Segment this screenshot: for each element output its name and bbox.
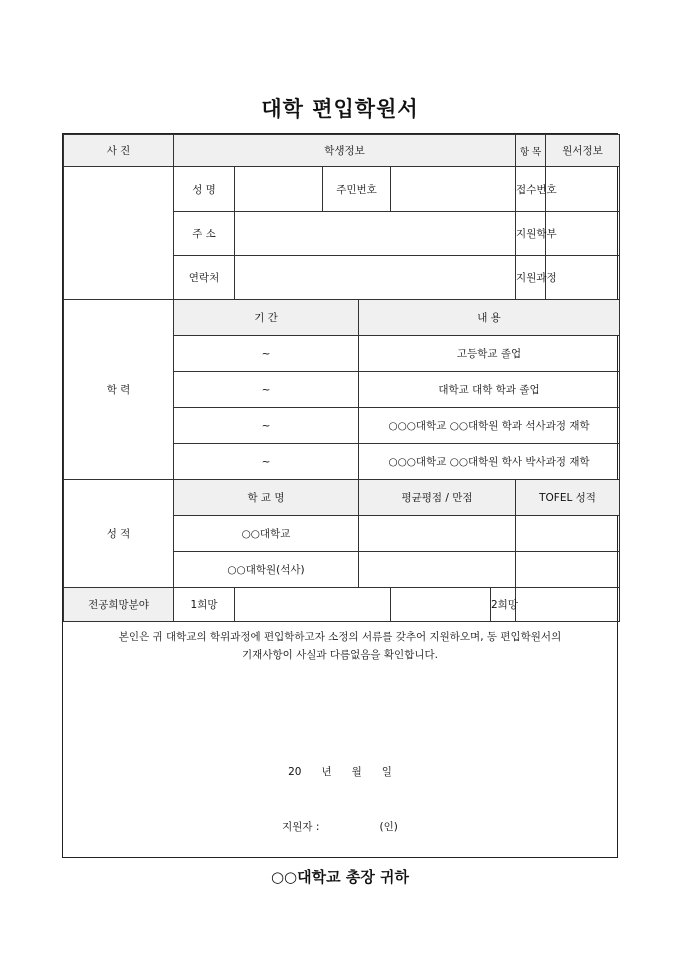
contact-field[interactable]	[235, 256, 516, 300]
education-period[interactable]: ~	[174, 444, 359, 480]
toefl-field[interactable]	[516, 552, 620, 588]
closing-section	[63, 664, 617, 894]
first-choice-field[interactable]	[235, 588, 391, 622]
form-table	[63, 134, 620, 622]
second-choice-label: 2희망	[491, 588, 516, 622]
gpa-header: 평균평점 / 만점	[359, 480, 516, 516]
major-label: 전공희망분야	[64, 588, 174, 622]
statement-line-2: 기재사항이 사실과 다름없음을 확인합니다.	[242, 649, 438, 661]
second-choice-field[interactable]	[516, 588, 620, 622]
statement-line-1: 본인은 귀 대학교의 학위과정에 편입학하고자 소정의 서류를 갖추어 지원하오며, 동 편입학원서의	[118, 631, 562, 643]
student-info-header: 학생정보	[174, 135, 516, 167]
date-line: 20 년 월 일	[288, 766, 392, 778]
toefl-field[interactable]	[516, 516, 620, 552]
toefl-header: TOFEL 성적	[516, 480, 620, 516]
education-content: ○○○대학교 ○○대학원 학사 박사과정 재학	[359, 444, 620, 480]
applicant-line: 지원자 : (인)	[282, 821, 398, 833]
item-header: 항 목	[516, 135, 546, 167]
second-choice-spacer[interactable]	[391, 588, 491, 622]
first-choice-label: 1희망	[174, 588, 235, 622]
address-label: 주 소	[174, 212, 235, 256]
education-label: 학 력	[64, 300, 174, 480]
education-period[interactable]: ~	[174, 408, 359, 444]
address-field[interactable]	[235, 212, 516, 256]
application-form	[62, 133, 618, 886]
photo-cell[interactable]	[64, 167, 174, 300]
dept-label: 지원학부	[516, 212, 546, 256]
gpa-field[interactable]	[359, 516, 516, 552]
contact-label: 연락처	[174, 256, 235, 300]
rrn-field[interactable]	[391, 167, 516, 212]
grades-label: 성 적	[64, 480, 174, 588]
name-field[interactable]	[235, 167, 323, 212]
period-header: 기 간	[174, 300, 359, 336]
page-title: 대학 편입학원서	[261, 97, 419, 121]
rrn-label: 주민번호	[323, 167, 391, 212]
school-header: 학 교 명	[174, 480, 359, 516]
education-period[interactable]: ~	[174, 372, 359, 408]
statement-text	[63, 622, 617, 664]
education-content: 대학교 대학 학과 졸업	[359, 372, 620, 408]
school-name: ○○대학교	[174, 516, 359, 552]
app-info-header: 원서정보	[546, 135, 620, 167]
name-label: 성 명	[174, 167, 235, 212]
receipt-label: 접수번호	[516, 167, 546, 212]
education-content: 고등학교 졸업	[359, 336, 620, 372]
recipient-line: ○○대학교 총장 귀하	[270, 868, 410, 886]
school-name: ○○대학원(석사)	[174, 552, 359, 588]
education-period[interactable]: ~	[174, 336, 359, 372]
education-content: ○○○대학교 ○○대학원 학과 석사과정 재학	[359, 408, 620, 444]
course-label: 지원과정	[516, 256, 546, 300]
content-header: 내 용	[359, 300, 620, 336]
gpa-field[interactable]	[359, 552, 516, 588]
photo-header: 사 진	[64, 135, 174, 167]
